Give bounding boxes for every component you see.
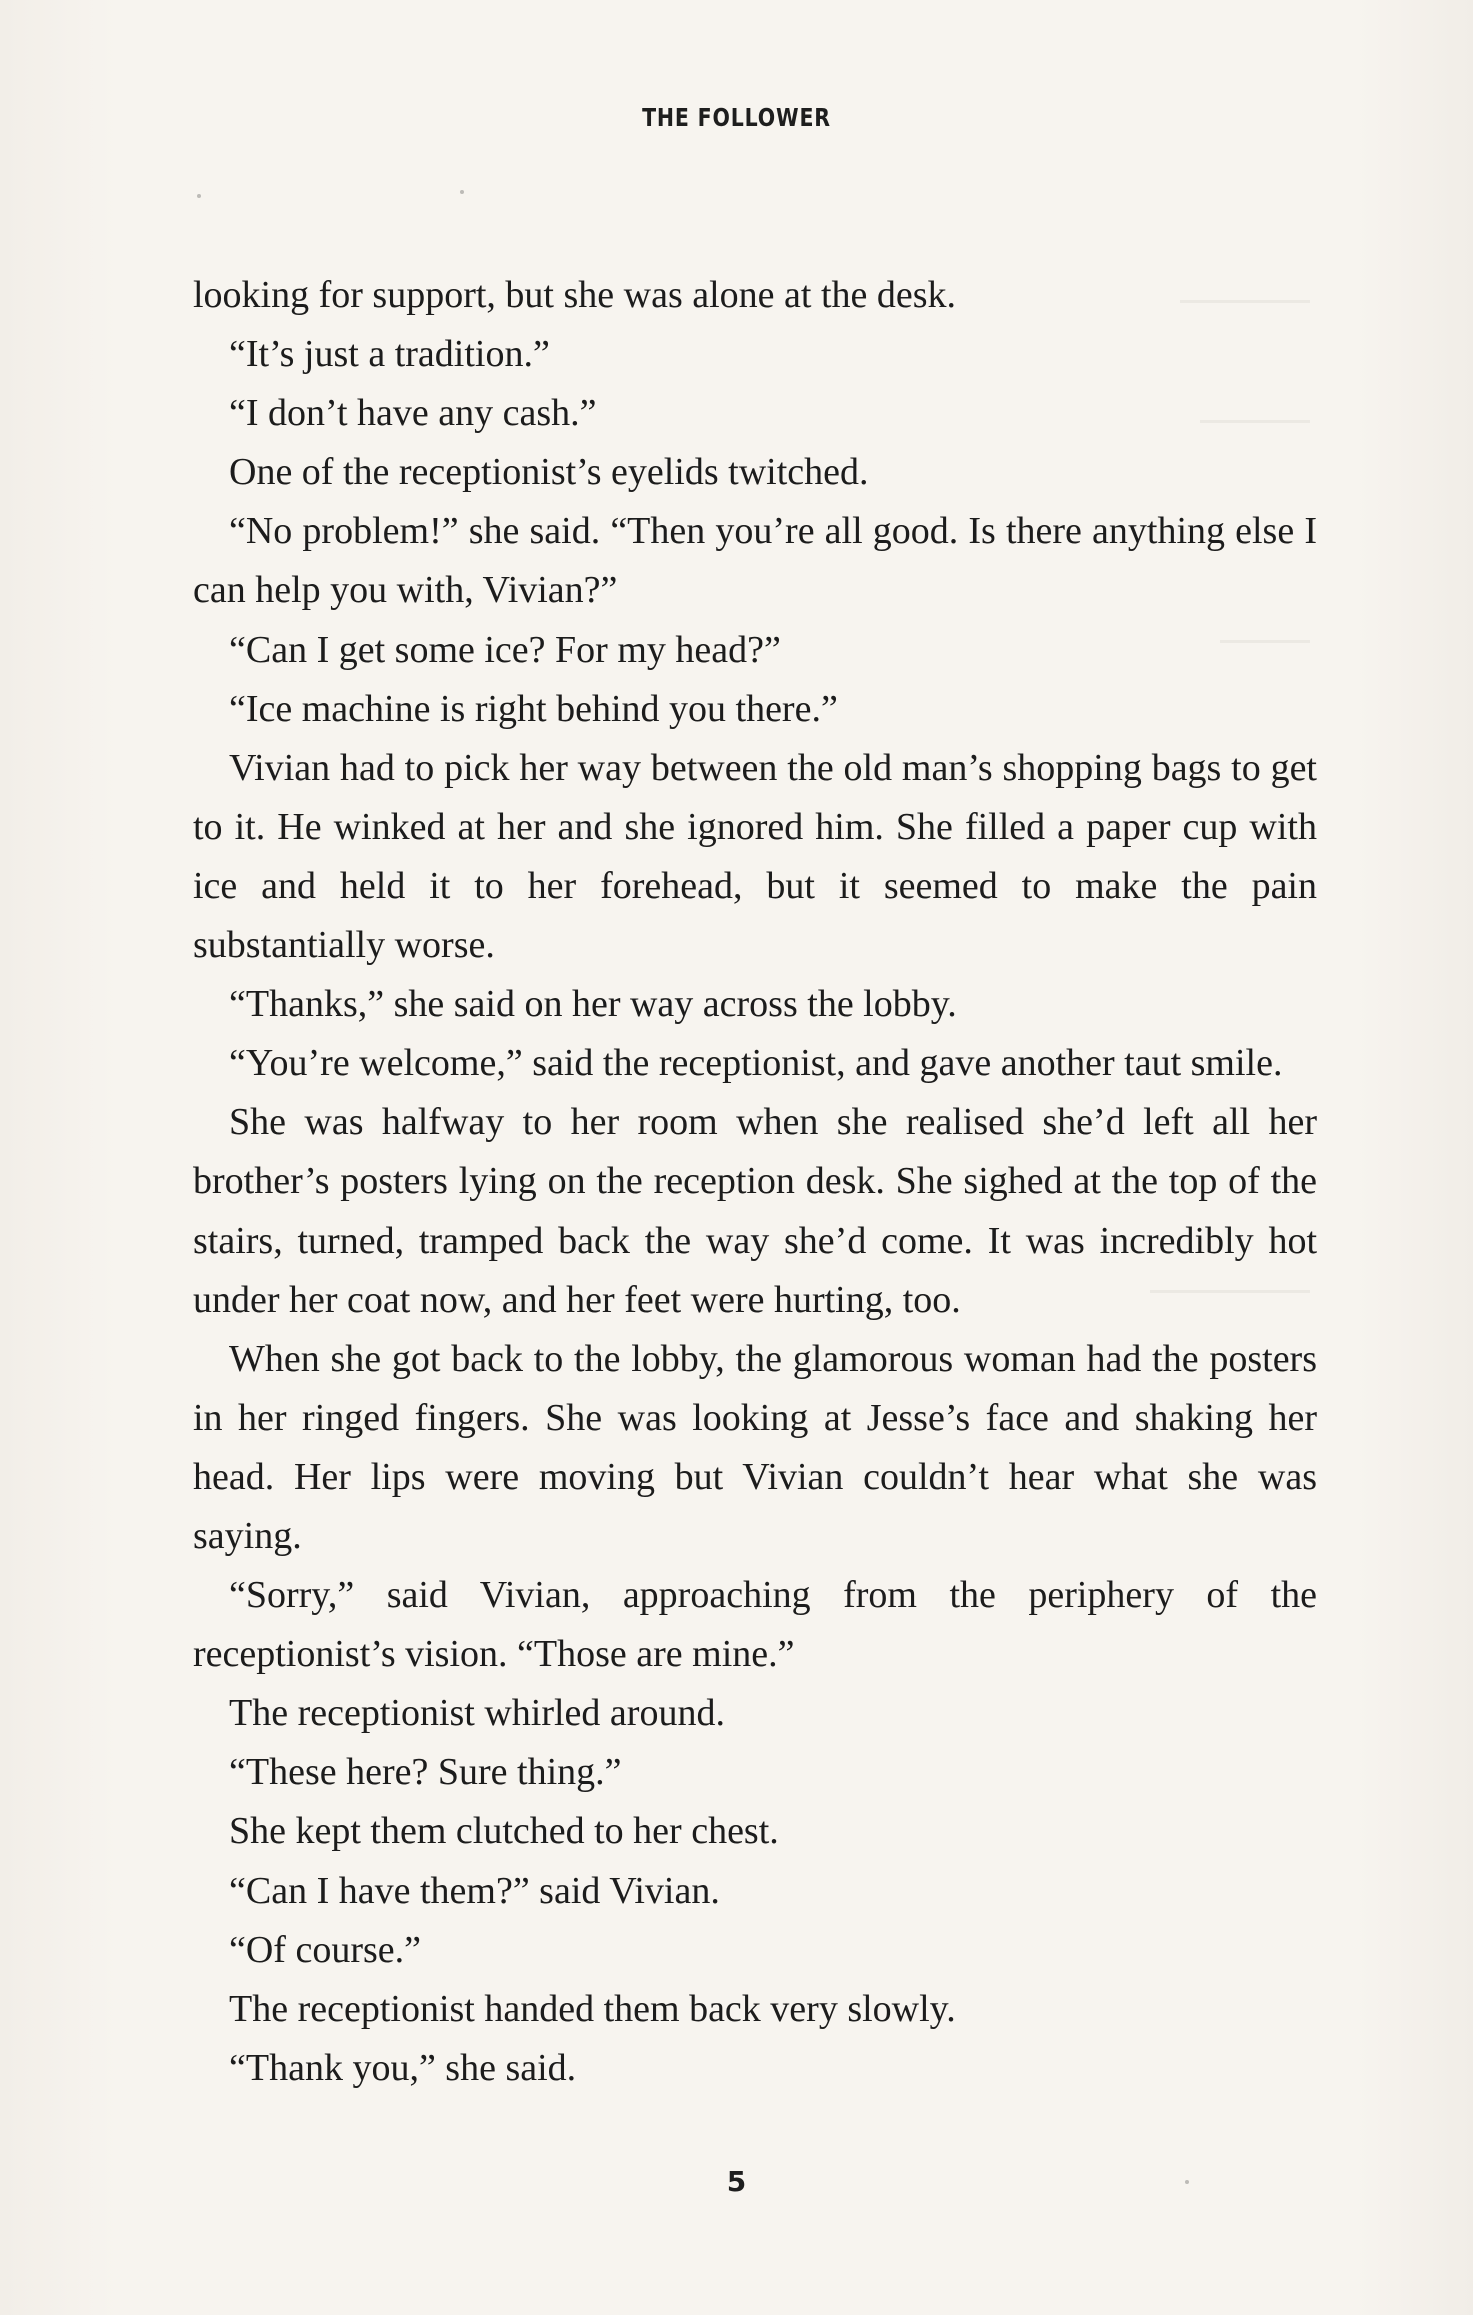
paragraph: “Of course.”	[229, 1928, 422, 1971]
paragraph: “Can I get some ice? For my head?”	[229, 628, 781, 671]
paragraph: “You’re welcome,” said the receptionist, and gave another taut smile.	[229, 1042, 1283, 1085]
paragraph: Vivian had to pick her way between the old man’s shopping bags to get to it. He winked at her and she ignored him. She filled a paper cup with ice and held it to her forehead, but it seemed to make the pain substantially worse.	[193, 746, 1317, 967]
paragraph: One of the receptionist’s eyelids twitched.	[229, 451, 869, 494]
running-head: THE FOLLOWER	[642, 103, 831, 132]
paragraph: “Ice machine is right behind you there.”	[229, 687, 838, 730]
paragraph: “Thanks,” she said on her way across the lobby.	[229, 983, 957, 1026]
paragraph: “Sorry,” said Vivian, approaching from the periphery of the receptionist’s vision. “Those are mine.”	[193, 1574, 1317, 1676]
page-number: 5	[726, 2165, 747, 2198]
paragraph: looking for support, but she was alone at the desk.	[193, 274, 957, 316]
paragraph: When she got back to the lobby, the glamorous woman had the posters in her ringed fingers. She was looking at Jesse’s face and shaking her head. Her lips were moving but Vivian couldn’t hear what she was saying.	[193, 1337, 1317, 1557]
body-text	[193, 266, 1317, 2098]
paper-speck	[197, 194, 201, 198]
paragraph: “These here? Sure thing.”	[229, 1751, 622, 1794]
paragraph: “Thank you,” she said.	[229, 2046, 577, 2089]
paragraph: The receptionist handed them back very slowly.	[229, 1987, 956, 2030]
paragraph: The receptionist whirled around.	[229, 1692, 725, 1735]
paragraph: She kept them clutched to her chest.	[229, 1810, 779, 1853]
paragraph: She was halfway to her room when she realised she’d left all her brother’s posters lying on the reception desk. She sighed at the top of the stairs, turned, tramped back the way she’d come. It was incredibly hot under her coat now, and her feet were hurting, too.	[193, 1101, 1317, 1321]
paragraph: “It’s just a tradition.”	[229, 333, 550, 376]
paper-speck	[460, 190, 464, 194]
paragraph: “I don’t have any cash.”	[229, 392, 597, 435]
paragraph: “No problem!” she said. “Then you’re all good. Is there anything else I can help you with, Vivian?”	[193, 510, 1317, 612]
paragraph: “Can I have them?” said Vivian.	[229, 1869, 720, 1912]
